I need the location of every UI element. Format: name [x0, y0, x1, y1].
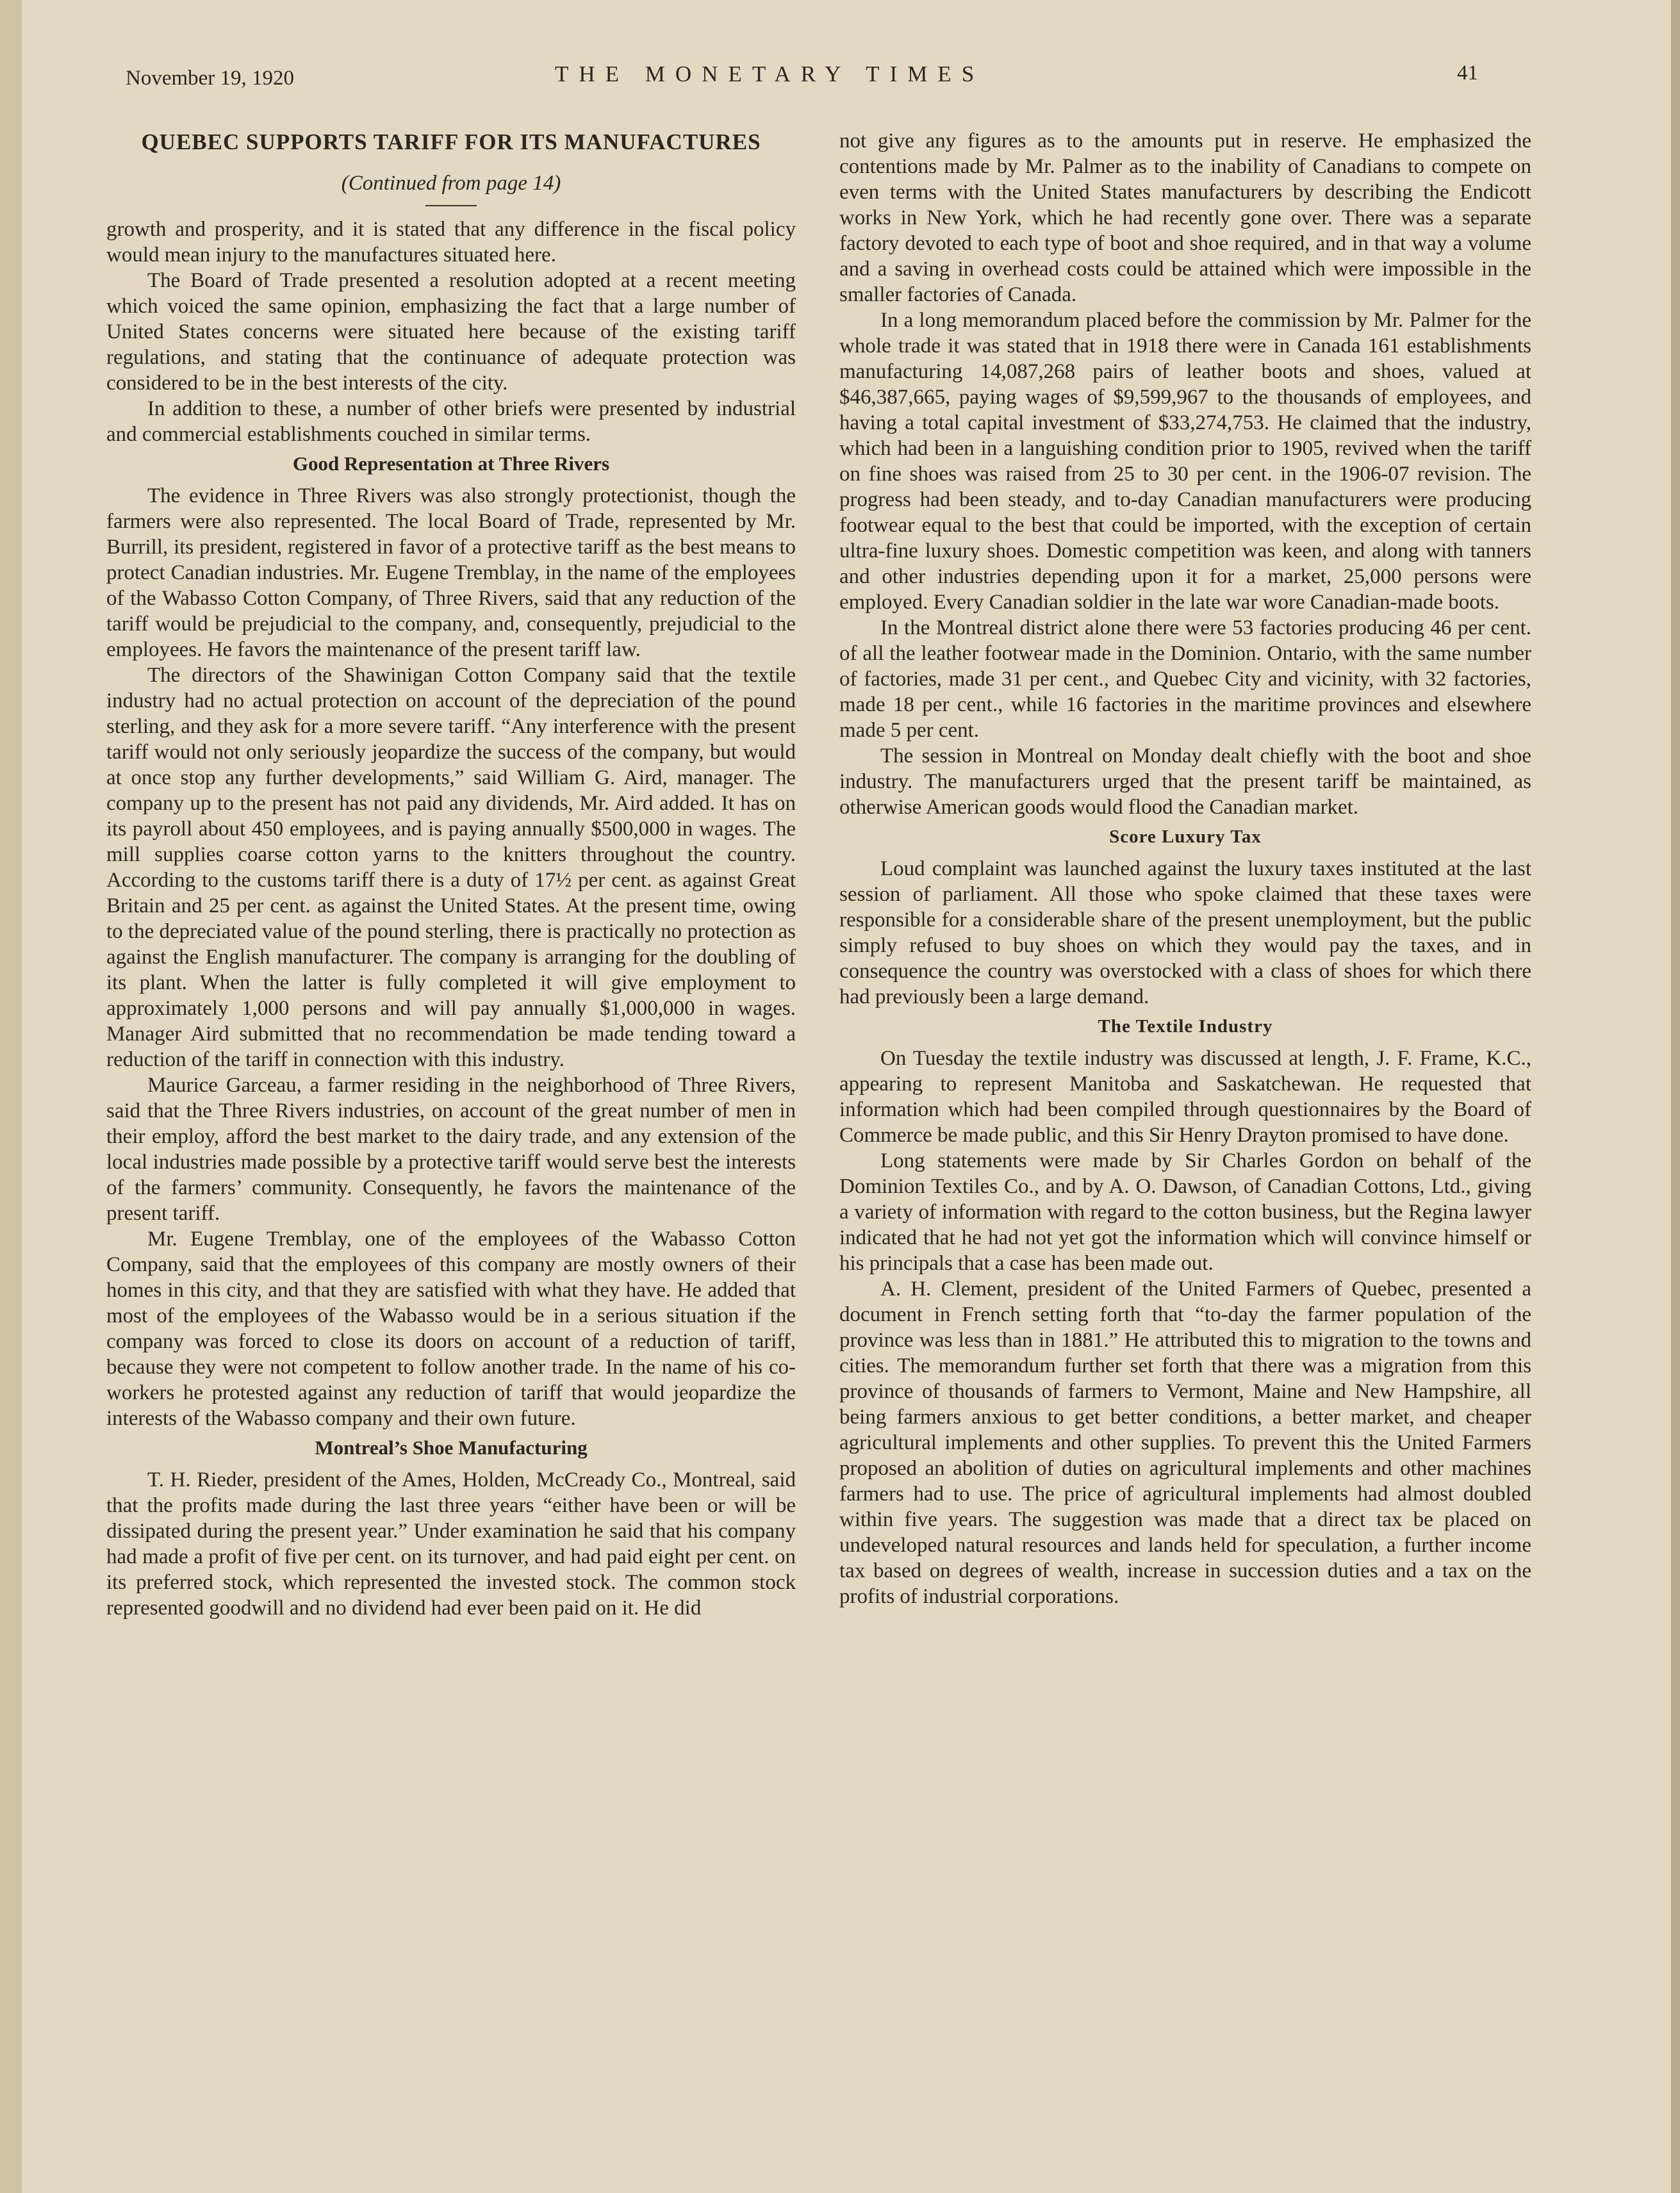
article-title: QUEBEC SUPPORTS TARIFF FOR ITS MANUFACTURES [141, 129, 761, 154]
paragraph: Maurice Garceau, a farmer residing in the neighborhood of Three Rivers, said that the Three Rivers industries, on account of the great number of men in their employ, afford the best market to the dairy trade, and any extension of the local industries made possible by a protective tariff would serve best the interests of the farmers’ community. Consequently, he favors the maintenance of the present tariff. [106, 1074, 796, 1225]
subheading: Montreal’s Shoe Manufacturing [315, 1436, 588, 1459]
paragraph: The evidence in Three Rivers was also strongly protectionist, though the farmers were also represented. The local Board of Trade, represented by Mr. Burrill, its president, registered in favor of a protective tariff as the best means to protect Canadian industries. Mr. Eugene Tremblay, in the name of the employees of the Wabasso Cotton Company, of Three Rivers, said that any reduction of the tariff would be prejudicial to the company, and, consequently, prejudicial to the employees. He favors the maintenance of the present tariff law. [106, 484, 796, 661]
paragraph: In a long memorandum placed before the commission by Mr. Palmer for the whole trade it was stated that in 1918 there were in Canada 161 establishments manufacturing 14,087,268 pairs of leather boots and shoes, valued at $46,387,665, paying wages of $9,599,967 to the thousands of employees, and having a total capital investment of $33,274,753. He claimed that the industry, which had been in a languishing condition prior to 1905, revived when the tariff on fine shoes was raised from 25 to 30 per cent. in the 1906-07 revision. The progress had been steady, and to-day Canadian manufacturers were producing footwear equal to the best that could be imported, with the exception of certain ultra-fine luxury shoes. Domestic competition was keen, and along with tanners and other industries depending upon it for a market, 25,000 persons were employed. Every Canadian soldier in the late war wore Canadian-made boots. [839, 309, 1531, 614]
paragraph: Mr. Eugene Tremblay, one of the employees of the Wabasso Cotton Company, said that the employees of this company are mostly owners of their homes in this city, and that they are satisfied with what they have. He added that most of the employees of the Wabasso would be in a serious situation if the company was forced to close its doors on account of a reduction of tariff, because they were not competent to follow another trade. In the name of his co-workers he protested against any reduction of tariff that would jeopardize the interests of the Wabasso company and their own future. [106, 1228, 796, 1430]
paragraph: The session in Montreal on Monday dealt chiefly with the boot and shoe industry. The manufacturers urged that the present tariff be maintained, as otherwise American goods would flood the Canadian market. [839, 744, 1531, 819]
paragraph: not give any figures as to the amounts put in reserve. He emphasized the contentions made by Mr. Palmer as to the inability of Canadians to compete on even terms with the United States manufacturers by describing the Endicott works in New York, which he had recently gone over. There was a separate factory devoted to each type of boot and shoe required, and in that way a volume and a saving in overhead costs could be attained which were impossible in the smaller factories of Canada. [839, 129, 1531, 306]
running-header [126, 62, 1478, 100]
paragraph: In addition to these, a number of other briefs were presented by industrial and commercial establishments couched in similar terms. [106, 397, 796, 446]
paragraph: T. H. Rieder, president of the Ames, Holden, McCready Co., Montreal, said that the profits made during the last three years “either have been or will be dissipated during the present year.” Under examination he said that his company had made a profit of five per cent. on its turnover, and had paid eight per cent. on its preferred stock, which represented the invested stock. The common stock represented goodwill and no dividend had ever been paid on it. He did [106, 1468, 796, 1620]
paragraph: Long statements were made by Sir Charles Gordon on behalf of the Dominion Textiles Co., and by A. O. Dawson, of Canadian Cottons, Ltd., giving a variety of information with regard to the cotton business, but the Regina lawyer indicated that he had not yet got the information which will convince himself or his principals that a case has been made out. [839, 1149, 1531, 1275]
binding-edge [0, 0, 22, 2193]
paragraph: In the Montreal district alone there were 53 factories producing 46 per cent. of all the leather footwear made in the Dominion. Ontario, with the same number of factories, made 31 per cent., and Quebec City and vicinity, with 32 factories, made 18 per cent., while 16 factories in the maritime provinces and elsewhere made 5 per cent. [839, 616, 1531, 742]
issue-date: November 19, 1920 [126, 67, 295, 90]
paragraph: Loud complaint was launched against the luxury taxes instituted at the last session of parliament. All those who spoke claimed that these taxes were responsible for a considerable share of the present unemployment, but the public simply refused to buy shoes on which they would pay the taxes, and in consequence the country was overstocked with a class of shoes for which there had previously been a large demand. [839, 857, 1531, 1008]
left-column [106, 128, 796, 1621]
subheading: The Textile Industry [1098, 1016, 1273, 1037]
paragraph: On Tuesday the textile industry was discussed at length, J. F. Frame, K.C., appearing to represent Manitoba and Saskatchewan. He requested that information which had been compiled through questionnaires by the Board of Commerce be made public, and this Sir Henry Drayton promised to have done. [839, 1047, 1531, 1147]
paragraph: The directors of the Shawinigan Cotton Company said that the textile industry had no actual protection on account of the depreciation of the pound sterling, and they ask for a more severe tariff. “Any interference with the present tariff would not only seriously jeopardize the success of the company, but would at once stop any further developments,” said William G. Aird, manager. The company up to the present has not paid any dividends, Mr. Aird added. It has on its payroll about 450 employees, and is paying annually $500,000 in wages. The mill supplies coarse cotton yarns to the knitters throughout the country. According to the customs tariff there is a duty of 17½ per cent. as against Great Britain and 25 per cent. as against the United States. At the present time, owing to the depreciated value of the pound sterling, there is practically no protection as against the English manufacturer. The company is arranging for the doubling of its plant. When the latter is fully completed it will give employment to approximately 1,000 persons and will pay annually $1,000,000 in wages. Manager Aird submitted that no recommendation be made tending toward a reduction of the tariff in connection with this industry. [106, 664, 796, 1071]
page-number: 41 [1457, 62, 1478, 85]
subheading: Score Luxury Tax [1109, 826, 1262, 847]
paragraph: growth and prosperity, and it is stated that any difference in the fiscal policy would mean injury to the manufactures situated here. [106, 218, 796, 267]
page-edge [1671, 0, 1680, 2193]
divider [425, 205, 477, 206]
right-column [839, 128, 1531, 1609]
paragraph: A. H. Clement, president of the United Farmers of Quebec, presented a document in French setting forth that “to-day the farmer population of the province was less than in 1881.” He attributed this to migration to the towns and cities. The memorandum further set forth that there was a migration from this province of thousands of farmers to Vermont, Maine and New Hampshire, all being farmers anxious to get better conditions, a better market, and cheaper agricultural implements and other supplies. To prevent this the United Farmers proposed an abolition of duties on agricultural implements and other machines farmers had to use. The price of agricultural implements had almost doubled within five years. The suggestion was made that a direct tax be placed on undeveloped natural resources and lands held for speculation, a further income tax based on degrees of wealth, increase in succession duties and a tax on the profits of industrial corporations. [839, 1277, 1531, 1608]
masthead: THE MONETARY TIMES [555, 62, 985, 86]
subheading: Good Representation at Three Rivers [292, 452, 610, 475]
continued-note: (Continued from page 14) [341, 172, 561, 195]
paragraph: The Board of Trade presented a resolution adopted at a recent meeting which voiced the same opinion, emphasizing the fact that a large number of United States concerns were situated here because of the existing tariff regulations, and stating that the continuance of adequate protection was considered to be in the best interests of the city. [106, 269, 796, 395]
